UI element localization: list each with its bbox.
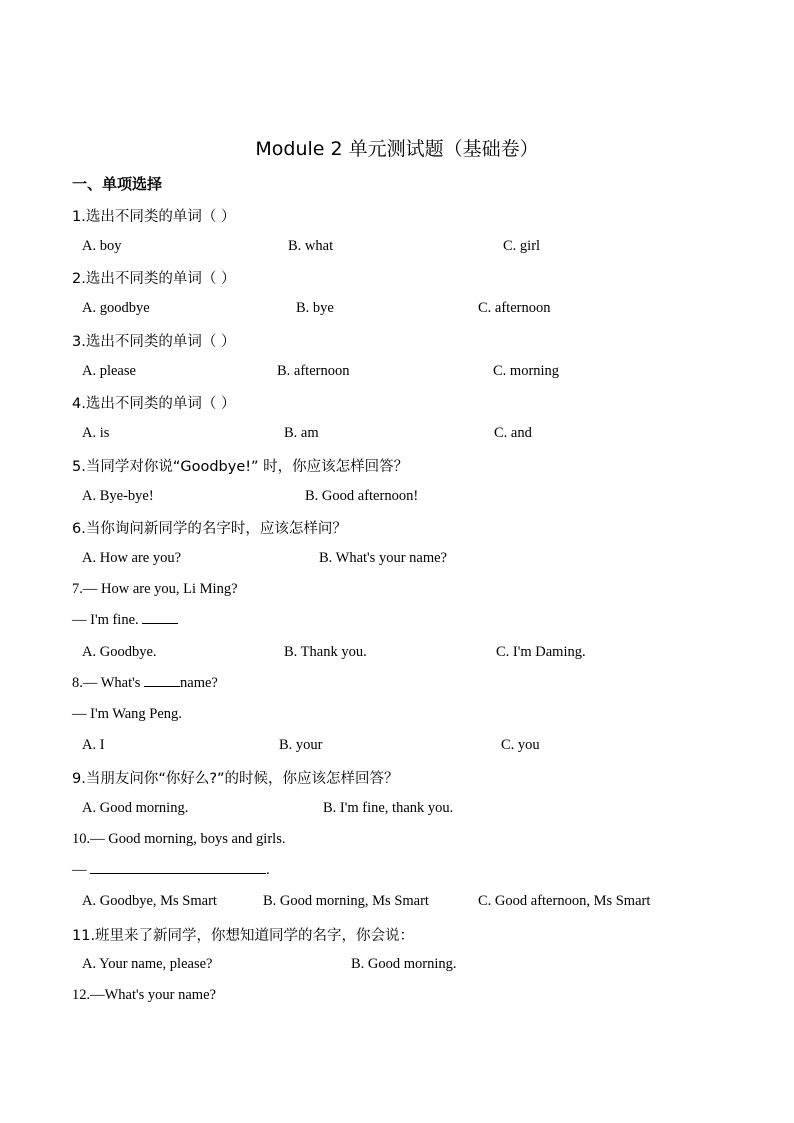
question-10-dialog-line — [72, 862, 270, 879]
question-10-dash: — — [72, 862, 91, 878]
question-11-option-a[interactable]: A. Your name, please? — [82, 956, 213, 972]
question-7-option-c[interactable]: C. I'm Daming. — [496, 644, 586, 660]
section-heading: 一、单项选择 — [72, 175, 163, 193]
question-10-stem: 10.— Good morning, boys and girls. — [72, 831, 286, 847]
question-5-option-a[interactable]: A. Bye-bye! — [82, 488, 154, 504]
question-6-option-a[interactable]: A. How are you? — [82, 550, 182, 566]
question-2-option-a[interactable]: A. goodbye — [82, 300, 150, 316]
question-8-stem — [72, 675, 218, 692]
question-2-stem: 2.选出不同类的单词（ ） — [72, 271, 236, 287]
question-2-option-b[interactable]: B. bye — [296, 300, 334, 316]
question-3-option-b[interactable]: B. afternoon — [277, 363, 350, 379]
question-4-option-c[interactable]: C. and — [494, 425, 532, 441]
question-10-period: . — [266, 862, 270, 878]
question-8-stem-post: name? — [180, 675, 218, 691]
question-7-response: — I'm fine. — [72, 612, 143, 628]
question-10-option-b[interactable]: B. Good morning, Ms Smart — [263, 893, 429, 909]
question-3-option-a[interactable]: A. please — [82, 363, 136, 379]
question-3-stem: 3.选出不同类的单词（ ） — [72, 334, 236, 350]
question-4-option-a[interactable]: A. is — [82, 425, 110, 441]
question-10-option-c[interactable]: C. Good afternoon, Ms Smart — [478, 893, 651, 909]
question-9-option-b[interactable]: B. I'm fine, thank you. — [323, 800, 454, 816]
question-12-stem: 12.—What's your name? — [72, 987, 216, 1003]
question-1-option-a[interactable]: A. boy — [82, 238, 122, 254]
question-11-stem: 11.班里来了新同学，你想知道同学的名字，你会说： — [72, 928, 415, 944]
question-6-option-b[interactable]: B. What's your name? — [319, 550, 447, 566]
answer-blank[interactable] — [142, 622, 178, 624]
question-11-option-b[interactable]: B. Good morning. — [351, 956, 457, 972]
question-5-option-b[interactable]: B. Good afternoon! — [305, 488, 419, 504]
answer-blank[interactable] — [144, 685, 180, 687]
page-title: Module 2 单元测试题（基础卷） — [255, 138, 539, 160]
question-3-option-c[interactable]: C. morning — [493, 363, 560, 379]
question-10-option-a[interactable]: A. Goodbye, Ms Smart — [82, 893, 217, 909]
question-8-option-a[interactable]: A. I — [82, 737, 105, 753]
question-8-stem-pre: 8.— What's — [72, 675, 145, 691]
question-7-stem: 7.— How are you, Li Ming? — [72, 581, 238, 597]
question-6-stem: 6.当你询问新同学的名字时，应该怎样问？ — [72, 521, 347, 537]
answer-blank[interactable] — [90, 872, 266, 874]
question-4-stem: 4.选出不同类的单词（ ） — [72, 396, 236, 412]
question-8-option-c[interactable]: C. you — [501, 737, 540, 753]
question-1-option-b[interactable]: B. what — [288, 238, 334, 254]
question-1-stem: 1.选出不同类的单词（ ） — [72, 209, 236, 225]
question-8-option-b[interactable]: B. your — [279, 737, 323, 753]
question-4-option-b[interactable]: B. am — [284, 425, 319, 441]
question-7-option-b[interactable]: B. Thank you. — [284, 644, 367, 660]
question-7-option-a[interactable]: A. Goodbye. — [82, 644, 157, 660]
question-8-response: — I'm Wang Peng. — [72, 706, 182, 722]
question-5-stem: 5.当同学对你说“Goodbye!” 时，你应该怎样回答？ — [72, 459, 409, 475]
question-7-dialog-line — [72, 612, 178, 629]
question-9-stem: 9.当朋友问你“你好么?”的时候，你应该怎样回答？ — [72, 771, 399, 787]
question-2-option-c[interactable]: C. afternoon — [478, 300, 551, 316]
question-9-option-a[interactable]: A. Good morning. — [82, 800, 189, 816]
question-1-option-c[interactable]: C. girl — [503, 238, 541, 254]
